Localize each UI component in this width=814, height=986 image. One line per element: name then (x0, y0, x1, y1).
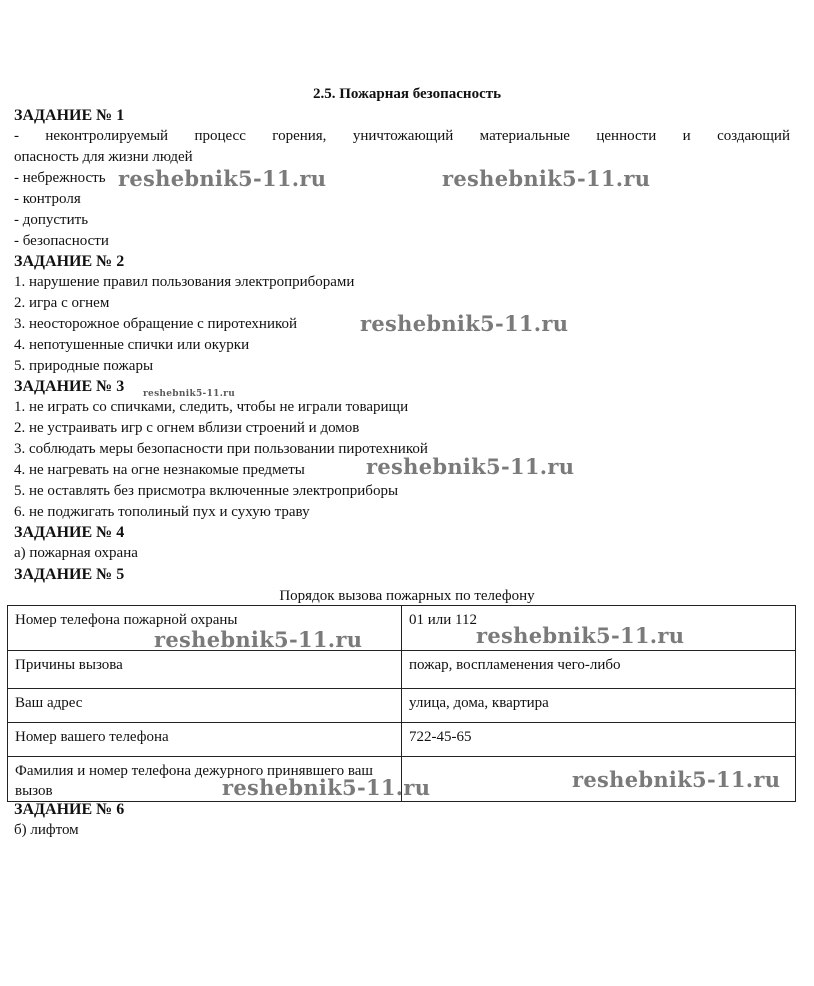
page-title: 2.5. Пожарная безопасность (312, 86, 502, 102)
watermark: reshebnik5-11.ru (360, 311, 569, 336)
watermark: reshebnik5-11.ru (222, 775, 431, 800)
task-5-heading: ЗАДАНИЕ № 5 (14, 566, 125, 583)
task-1-heading: ЗАДАНИЕ № 1 (14, 107, 125, 124)
table-cell-value: пожар, воспламенения чего-либо (402, 651, 796, 689)
watermark: reshebnik5-11.ru (476, 623, 685, 648)
table-cell-value: 01 или 112 (402, 606, 796, 651)
task-1-line: - контроля (14, 191, 81, 207)
table-cell-label: Причины вызова (8, 651, 402, 689)
task-4-line: а) пожарная охрана (14, 545, 138, 561)
watermark: reshebnik5-11.ru (442, 166, 651, 191)
task-1-line: опасность для жизни людей (14, 149, 193, 165)
task-4-heading: ЗАДАНИЕ № 4 (14, 524, 125, 541)
task-3-line: 4. не нагревать на огне незнакомые предметы (14, 462, 305, 478)
table-cell-label: Фамилия и номер телефона дежурного принявшего ваш вызов (8, 757, 402, 802)
task-1-line: - безопасности (14, 233, 109, 249)
task-3 (14, 377, 790, 523)
task-3-line: 6. не поджигать тополиный пух и сухую траву (14, 504, 310, 520)
task-1-line: - небрежность (14, 170, 106, 186)
task-1-line: - неконтролируемый процесс горения, уничтожающий материальные ценности и создающий (14, 128, 790, 144)
table-cell-label: Ваш адрес (8, 689, 402, 723)
task-2-line: 3. неосторожное обращение с пиротехникой (14, 316, 298, 332)
task-2-line: 4. непотушенные спички или окурки (14, 337, 250, 353)
watermark: reshebnik5-11.ru (154, 627, 363, 652)
table-cell-value: 722-45-65 (402, 723, 796, 757)
task-3-line: 2. не устраивать игр с огнем вблизи строений и домов (14, 420, 360, 436)
task-3-line: 1. не играть со спичками, следить, чтобы не играли товарищи (14, 399, 409, 415)
watermark: reshebnik5-11.ru (118, 166, 327, 191)
table-row (8, 723, 796, 757)
watermark: reshebnik5-11.ru (572, 767, 781, 792)
table-cell-label: Номер телефона пожарной охраны (8, 606, 402, 651)
task-5 (14, 565, 790, 585)
task-2-line: 2. игра с огнем (14, 295, 110, 311)
task-3-line: 5. не оставлять без присмотра включенные электроприборы (14, 483, 399, 499)
watermark: reshebnik5-11.ru (143, 389, 236, 399)
task-1-line: - допустить (14, 212, 89, 228)
task-2-line: 5. природные пожары (14, 358, 154, 374)
table-cell-label: Номер вашего телефона (8, 723, 402, 757)
task-3-heading: ЗАДАНИЕ № 3 (14, 378, 125, 395)
task-2-line: 1. нарушение правил пользования электроприборами (14, 274, 355, 290)
watermark: reshebnik5-11.ru (366, 454, 575, 479)
task-6-line: б) лифтом (14, 822, 79, 838)
table-caption: Порядок вызова пожарных по телефону (279, 588, 535, 604)
table-cell-value: улица, дома, квартира (402, 689, 796, 723)
task-6 (14, 800, 790, 841)
task-2-heading: ЗАДАНИЕ № 2 (14, 253, 125, 270)
task-4 (14, 523, 790, 564)
table-row (8, 689, 796, 723)
table-row (8, 651, 796, 689)
task-3-line: 3. соблюдать меры безопасности при пользовании пиротехникой (14, 441, 428, 457)
task-6-heading: ЗАДАНИЕ № 6 (14, 801, 125, 818)
